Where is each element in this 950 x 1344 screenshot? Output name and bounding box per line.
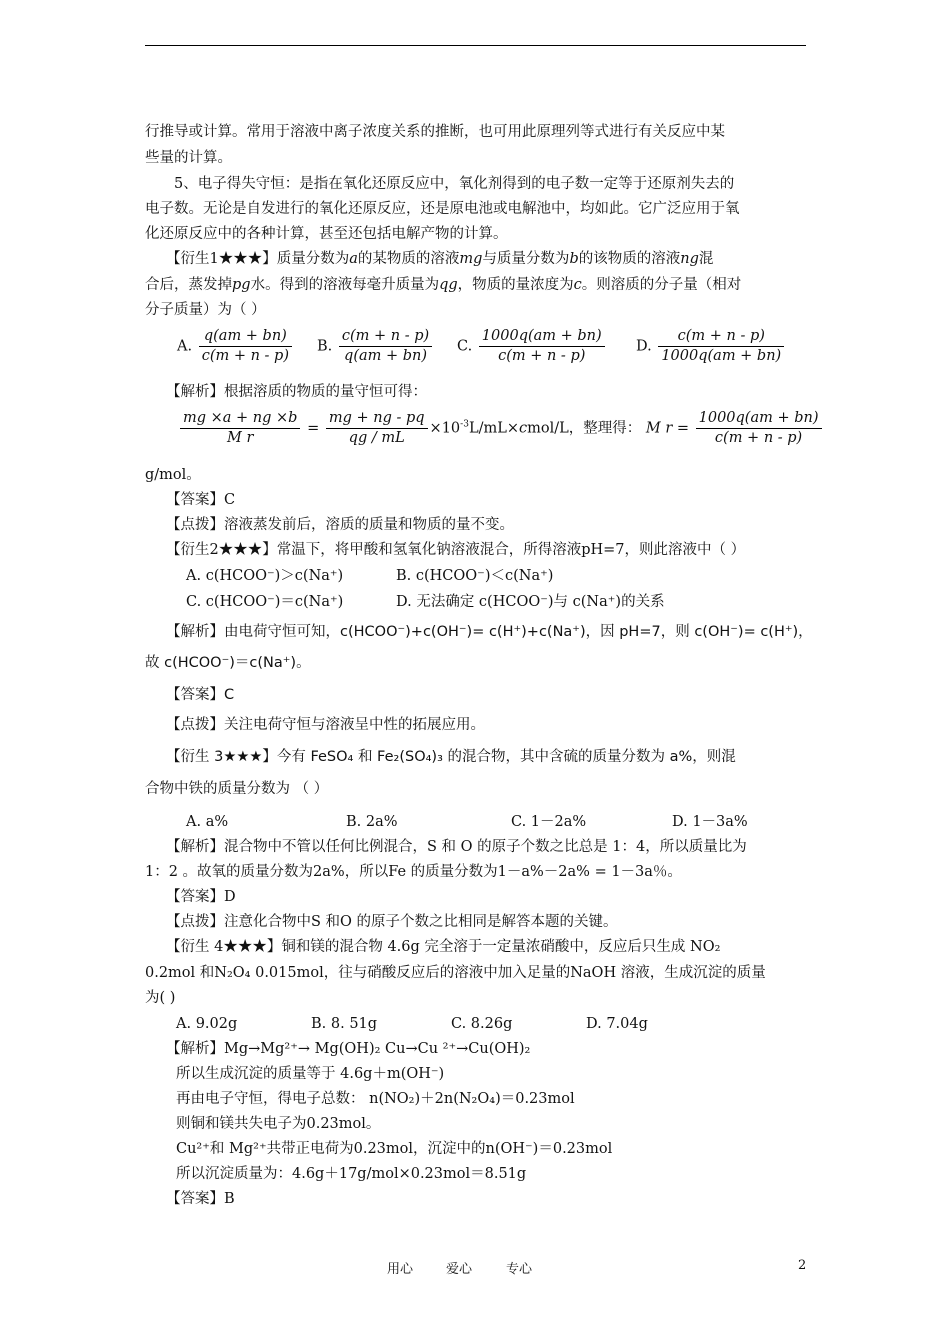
q3-tip: 【点拨】注意化合物中S 和O 的原子个数之比相同是解答本题的关键。 (166, 914, 618, 930)
q3-analysis-line1: 【解析】混合物中不管以任何比例混合，S 和 O 的原子个数之比总是 1：4，所以质量比为 (166, 839, 747, 855)
q1-option-a: A. $\frac{q(am + bn)}{c(m + n - p)}$ (177, 327, 294, 366)
fraction: $\frac{q(am + bn)}{c(m + n - p)}$ (199, 327, 292, 366)
q1-formula: $\frac{mg \times a + ng \times b}{\text{M r}}$ = $\frac{mg + ng - pq}{qg / mL}$ $\times 10^{-3}L/mL\times cmol/L$，整理得： M r = $\frac{1000q(am + bn)}{c(m + n - p)}$ (178, 409, 824, 448)
q4-option-a: A. 9.02g (176, 1016, 238, 1032)
q3-option-c: C. 1－2a% (511, 814, 587, 830)
header-rule (145, 45, 806, 46)
q4-analysis: 【解析】Mg→Mg²⁺→ Mg(OH)₂ Cu→Cu ²⁺→Cu(OH)₂ (166, 1041, 531, 1057)
q1-answer: 【答案】C (166, 492, 236, 508)
text-line: 行推导或计算。常用于溶液中离子浓度关系的推断，也可用此原理列等式进行有关反应中某 (145, 124, 725, 140)
q2-analysis-line1: 【解析】由电荷守恒可知，c(HCOO⁻)+c(OH⁻)= c(H⁺)+c(Na⁺)，因 pH=7，则 c(OH⁻)= c(H⁺)， (166, 624, 813, 640)
q4-step: 所以生成沉淀的质量等于 4.6g＋m(OH⁻) (176, 1066, 445, 1082)
q2-answer: 【答案】C (166, 687, 235, 703)
q1-stem-line1: 【衍生1★★★】质量分数为a的某物质的溶液mg与质量分数为b的该物质的溶液ng混 (166, 251, 714, 267)
q4-step: 所以沉淀质量为：4.6g＋17g/mol×0.23mol＝8.51g (176, 1166, 527, 1182)
footer-text: 爱心 (446, 1262, 473, 1277)
q1-unit: g/mol。 (145, 467, 201, 483)
q1-tip: 【点拨】溶液蒸发前后，溶质的质量和物质的量不变。 (166, 517, 514, 533)
q3-option-a: A. a% (186, 814, 229, 830)
page-number: 2 (798, 1258, 807, 1273)
fraction: $\frac{1000q(am + bn)}{c(m + n - p)}$ (479, 327, 605, 366)
q4-answer: 【答案】B (166, 1191, 235, 1207)
footer-text: 专心 (506, 1262, 533, 1277)
q4-step: 再由电子守恒，得电子总数： n(NO₂)＋2n(N₂O₄)＝0.23mol (176, 1091, 575, 1107)
q1-analysis: 【解析】根据溶质的物质的量守恒可得： (166, 384, 427, 400)
q4-stem-line3: 为( ) (145, 990, 176, 1006)
q1-stem-line2: 合后，蒸发掉pg水。得到的溶液每毫升质量为qg，物质的量浓度为c。则溶质的分子量（相对 (145, 277, 742, 293)
q1-option-d: D. $\frac{c(m + n - p)}{1000q(am + bn)}$ (636, 327, 786, 366)
q4-option-b: B. 8. 51g (311, 1016, 378, 1032)
fraction: $\frac{mg + ng - pq}{qg / mL}$ (326, 409, 428, 448)
q1-tag: 【衍生1★★★】 (166, 251, 277, 267)
q4-option-d: D. 7.04g (586, 1016, 648, 1032)
q3-option-d: D. 1－3a% (672, 814, 748, 830)
fraction: $\frac{c(m + n - p)}{1000q(am + bn)}$ (658, 327, 784, 366)
q3-answer: 【答案】D (166, 889, 236, 905)
fraction: $\frac{c(m + n - p)}{q(am + bn)}$ (339, 327, 432, 366)
q2-option-c: C. c(HCOO⁻)＝c(Na⁺) (186, 594, 344, 610)
q3-stem-line1: 【衍生 3★★★】今有 FeSO₄ 和 Fe₂(SO₄)₃ 的混合物，其中含硫的质量分数为 a%，则混 (166, 749, 736, 765)
footer-text: 用心 (387, 1262, 414, 1277)
q3-option-b: B. 2a% (346, 814, 398, 830)
q2-option-d: D. 无法确定 c(HCOO⁻)与 c(Na⁺)的关系 (396, 594, 665, 610)
text-line: 化还原反应中的各种计算，甚至还包括电解产物的计算。 (145, 226, 508, 242)
text-line: 电子数。无论是自发进行的氧化还原反应，还是原电池或电解池中，均如此。它广泛应用于氧 (145, 201, 740, 217)
q1-option-b: B. $\frac{c(m + n - p)}{q(am + bn)}$ (317, 327, 434, 366)
q1-option-c: C. $\frac{1000q(am + bn)}{c(m + n - p)}$ (457, 327, 607, 366)
q3-analysis-line2: 1：2 。故氧的质量分数为2a%，所以Fe 的质量分数为1－a%－2a% = 1－3a％。 (145, 864, 682, 880)
q2-option-a: A. c(HCOO⁻)＞c(Na⁺) (186, 568, 344, 584)
q4-stem-line1: 【衍生 4★★★】铜和镁的混合物 4.6g 完全溶于一定量浓硝酸中，反应后只生成 NO₂ (166, 939, 721, 955)
text-line: 些量的计算。 (145, 150, 232, 166)
q4-stem-line2: 0.2mol 和N₂O₄ 0.015mol，往与硝酸反应后的溶液中加入足量的NaOH 溶液，生成沉淀的质量 (145, 965, 766, 981)
q2-tip: 【点拨】关注电荷守恒与溶液呈中性的拓展应用。 (166, 717, 485, 733)
fraction: $\frac{mg \times a + ng \times b}{\text{M r}}$ (180, 409, 300, 448)
q2-stem: 【衍生2★★★】常温下，将甲酸和氢氧化钠溶液混合，所得溶液pH=7，则此溶液中（ ） (166, 542, 746, 558)
q4-step: Cu²⁺和 Mg²⁺共带正电荷为0.23mol，沉淀中的n(OH⁻)＝0.23mol (176, 1141, 613, 1157)
q4-step: 则铜和镁共失电子为0.23mol。 (176, 1116, 381, 1132)
q1-stem-line3: 分子质量）为（ ） (145, 302, 266, 318)
q2-analysis-line2: 故 c(HCOO⁻)＝c(Na⁺)。 (145, 655, 311, 671)
fraction: $\frac{1000q(am + bn)}{c(m + n - p)}$ (696, 409, 822, 448)
text-line: 5、电子得失守恒：是指在氧化还原反应中，氧化剂得到的电子数一定等于还原剂失去的 (174, 176, 735, 192)
q3-stem-line2: 合物中铁的质量分数为 （ ） (145, 781, 329, 797)
q2-option-b: B. c(HCOO⁻)＜c(Na⁺) (396, 568, 554, 584)
q4-option-c: C. 8.26g (451, 1016, 513, 1032)
